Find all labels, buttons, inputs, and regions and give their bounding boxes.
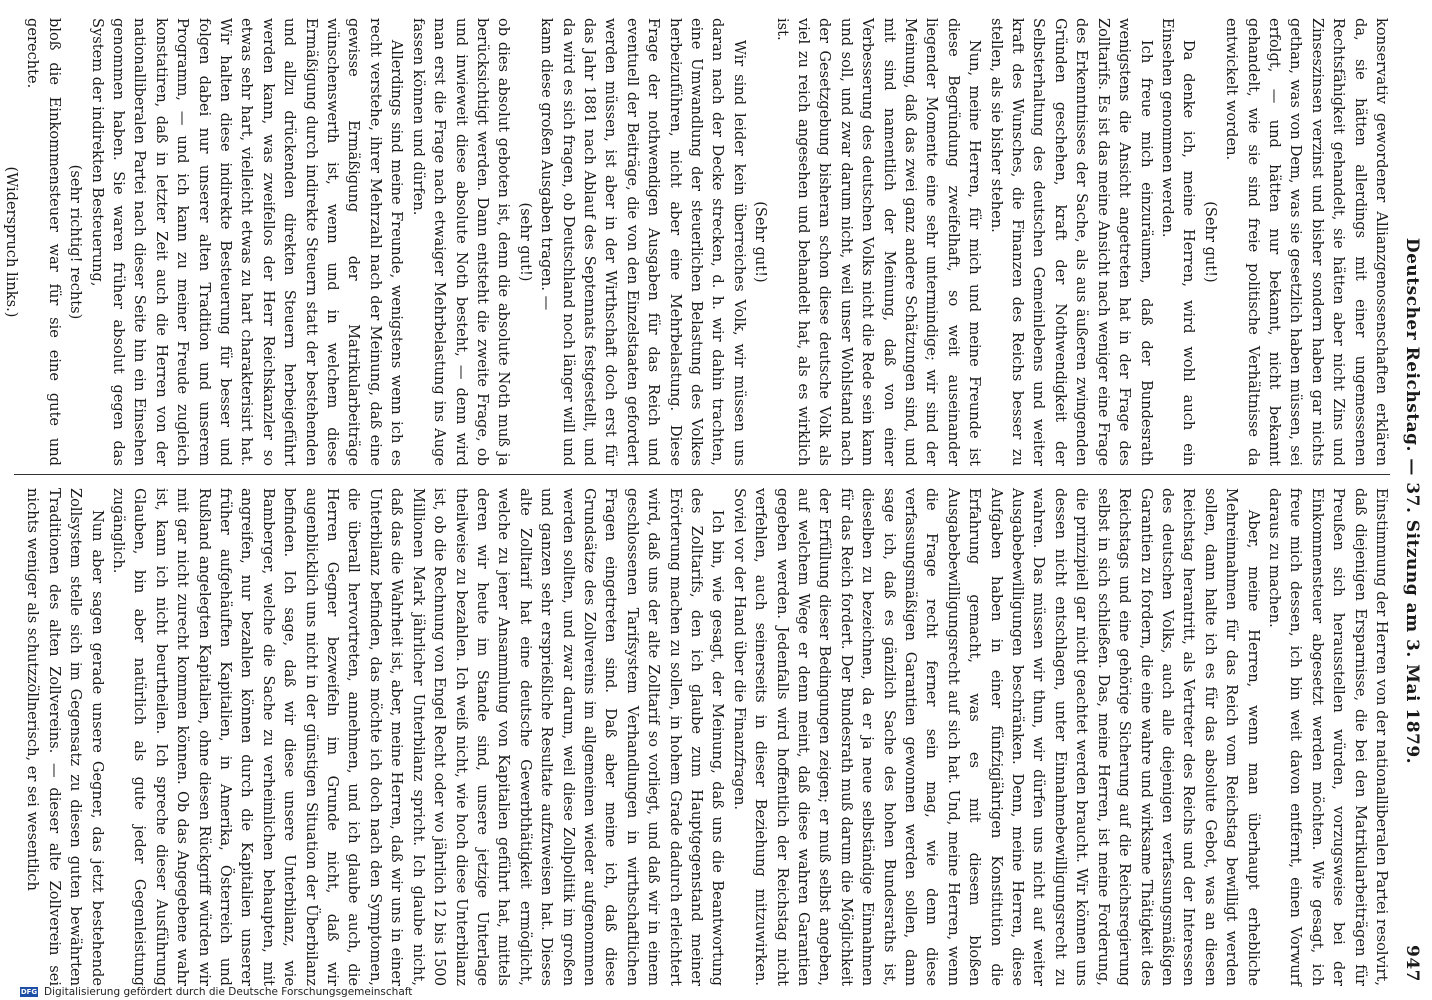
running-title: Deutscher Reichstag. — 37. Sitzung am 3. Mai 1879. [1402,237,1422,765]
dfg-logo: DFG [20,988,38,996]
left-paragraph: Allerdings sind meine Freunde, wenigstens wenn ich es recht verstehe, ihrer Mehrzahl nach der Meinung, daß eine gewisse Ermäßigung der Matrikularbeiträge wünschenswerth ist, wenn und in welchem diese Ermäßigung durch indirekte Steuern statt der bestehenden und allzu drückenden direkten Steuern herbeigeführt werden kann, was zweifellos der Herr Reichskanzler so etwas sehr hart, vielleicht etwas zu hart charakterisirt hat. Wir halten diese indirekte Besteuerung für besser und folgen dabei nur unserer alten Tradition und unserem Programm, — und ich kann zu meiner Freude zugleich konstatiren, daß in letzter Zeit auch die Herren von der nationalliberalen Partei nach dieser Seite hin ein Einsehen genommen haben. Sie waren früher absolut gegen das System der indirekten Besteuerung, [88,18,406,466]
right-paragraph: Ich bin, wie gesagt, der Meinung, daß uns die Beantwortung des Zolltarifs, den ich glaube zum Hauptgegenstand meiner Erörterung machen zu sollen, in hohem Grade dadurch erleichtert wird, daß uns der alte Zolltarif so vorliegt, und daß wir in einem geschlossenen Tarifsystem Verhandlungen in wirthschaftlichen Fragen eingetreten sind. Daß aber meine ich, daß diese Grundsätze des Zollvereins im allgemeinen wieder aufgenommen werden sollten, und zwar darum, weil diese Zollpolitik im großen und ganzen sehr ersprießliche Resultate aufzuweisen hat. Dieses alte Zolltarif hat eine deutsche Gewerbthätigkeit ermöglicht, welche zu jener Ansammlung von Kapitalien geführt hat, mittels deren wir heute im Stande sind, unsere jetzige Unterlage theilweise zu bezahlen. Ich weiß nicht, wie hoch diese Unterbilanz ist, ob die Rechnung von Engel Recht oder wo jährlich 12 bis 1500 Millionen Mark jährlicher Unterbilanz spricht. Ich glaube nicht, daß das die Wahrheit ist, aber, meine Herren, daß wir uns in einer Unterbilanz befinden, das möchte ich doch nach den Symptomen, die überall hervortreten, annehmen, und ich glaube auch, die Herren Gegner bezweifeln im Grunde nicht, daß wir augenblicklich uns nicht in der günstigen Situation der Überbilanz befinden. Ich sage, daß wir diese unsere Unterbilanz, wie Bamberger, welche die Sache zu verheimlichen behaupten, mit angreifen, nur bezahlen können durch die Kapitalien unserer früher aufgehäuften Kapitalien, in Amerika, Österreich und Rußland angelegten Kapitalien, ohne diesen Rückgriff würden wir mit gar nicht zurecht kommen können. Ob das Angegebene wahr ist, kann ich nicht beurtheilen. Ich spreche dieser Ausführung Glauben, bin aber natürlich als gute jeder Gegenleistung zugänglich. [110,488,727,986]
right-paragraph: Einstimmung der Herren von der nationalliberalen Partei resolvirt, daß diejenigen Ersparnisse, die bei den Matrikularbeiträgen für Preußen sich herausstellen würden, vorzugsweise bei der Einkommensteuer abgesetzt werden möchten. Wie gesagt, ich freue mich dessen, ich bin weit davon entfernt, einen Vorwurf daraus zu machen. [1265,488,1390,986]
page-number: 947 [1402,945,1422,982]
left-paragraph: bloß die Einkommensteuer war für sie eine gute und gerechte. [24,18,63,466]
left-paragraph: Wir sind leider kein überreiches Volk, wir müssen uns daran nach der Decke strecken, d. h. wir dahin trachten, eine Umwandlung der steuerlichen Belastung des Volkes herbeizuführen, nicht aber eine Mehrbelastung. Diese Frage der nothwendigen Ausgaben für das Reich und eventuell der Beiträge, die von den Einzelstaaten gefordert werden müssen, ist aber in der Wirthschaft doch erst für das Jahr 1881 nach Ablauf des Septennats festgestellt, und da wird es sich fragen, ob Deutschland noch länger will und kann diese großen Ausgaben tragen. — [538,18,748,466]
right-column [14,488,1392,986]
left-interjection: (sehr gut!) [516,202,534,282]
footer-credit [20,986,412,998]
left-paragraph: Nun, meine Herren, für mich und meine Freunde ist diese Begründung zweifelhaft, so weit auseinander liegender Momente eine sehr untermindige; wir sind der Meinung, daß das zwei ganz andere Schätzungen sind, und mit sind namentlich der Meinung, daß von einer Verbesserung des deutschen Volks nicht die Rede sein kann und soll, und zwar darum nicht, weil unser Wohlstand nach der Gesetzgebung bisheran schon diese deutsche Volk als viel zu reich angesehen und behandelt hat, als es wirklich ist. [773,18,984,466]
column-divider [14,474,1390,475]
left-paragraph: ob dies absolut geboten ist, denn die absolute Noth muß ja berücksichtigt werden. Dann entsteht die zweite Frage, ob und inwieweit diese absolute Noth besteht, — denn wird man erst die Frage nach etwaiger Mehrbelastung ins Auge fassen können und dürfen. [409,18,513,466]
left-paragraph [0,18,1,466]
left-column [3,18,1392,466]
left-interjection: (sehr richtig! rechts) [67,164,85,320]
left-paragraph: Ich freue mich einzuräumen, daß der Bundesrath wenigstens die Ansicht angetreten hat in der Frage des Zolltarifs. Es ist das meine Ansicht nach weniger eine Frage des Erkenntnisses der Sache, als aus äußeren zwingenden Gründen geschehen, kraft der Nothwendigkeit der Selbsterhaltung des deutschen Gemeinlebens und weiter kraft des Wunsches, die Finanzen des Reichs besser zu stellen, als sie bisher stehen. [987,18,1155,466]
left-paragraph: Da denke ich, meine Herren, wird wohl auch ein Einsehen genommen werden. [1158,18,1198,466]
left-interjection: (Sehr gut!) [752,201,770,283]
credit-text: Digitalisierung gefördert durch die Deutsche Forschungsgemeinschaft [44,986,413,998]
right-paragraph: Aber, meine Herren, wenn man überhaupt erhebliche Mehreinnahmen für das Reich vom Reichstag bewilligt werden sollen, dann halte ich es für das absolute Gebot, was an diesen Reichstag herantritt, als Vertreter des Reichs und der Interessen des deutschen Volks, auch alle diejenigen verfassungsmäßigen Garantien zu fordern, die eine wahre und wirksame Thätigkeit des Reichstags und eine gehörige Sicherung auf die Reichsregierung selbst in sich schließen. Das, meine Herren, ist meine Forderung, die prinzipiell gar nicht geachtet werden braucht. Wir können uns dessen nicht entschlagen, unter Einnahmebewilligungsrecht zu wahren. Das müssen wir thun, wir dürfen uns nicht auf weiter Ausgabebewilligungen beschränken. Denn, meine Herren, diese Aufgaben haben in einer fünfzigjährigen Konstitution die Erfahrung gemacht, was es mit diesem bloßen Ausgabebewilligungsrecht auf sich hat. Und, meine Herren, wenn die Frage recht ferner sein mag, wie denn diese verfassungsmäßigen Garantien gewonnen werden sollen, dann sage ich, daß es gänzlich Sache des hohen Bundesraths ist, dieselben zu bezeichnen, da er ja neue selbständige Einnahmen für das Reich fordert. Der Bundesrath muß darum die Möglichkeit der Erfüllung dieser Bedingungen zeigen; er muß selbst angeben, auf welchem Wege er denn meint, daß diese wahren Garantien gegeben werden. Jedenfalls wird hoffentlich der Reichstag nicht verfehlen, auch seinerseits in dieser Beziehung mitzuwirken. Soviel vor der Hand über die Finanzfragen. [730,488,1262,986]
page-header [1398,20,1424,982]
left-interjection: (Widerspruch links.) [3,166,20,318]
left-interjection: (Sehr gut!) [1201,201,1219,283]
left-paragraph: konservativ gewordener Allianzgenossenschaften erklären da, sie hätten allerdings mit einer ungemessenen Rechtsfähigkeit gehandelt, sie hätten aber nicht Zins und Zinseszinsen verzinst und bisher sondern haben gar nichts gethan, was von Dem, was sie gesetzlich haben müssen, sei erfolgt, — und hätten nur bekannt, nicht bekannt gehandelt, wie sie sind freie politische Verhältnisse da entwickelt worden. [1223,18,1390,466]
right-paragraph: Nun aber sagen gerade unsere Gegner, das jetzt bestehende Zollsystem stelle sich im Gegensatz zu diesen guten bewährten Traditionen des alten Zollvereins. — dieser alte Zollverein sei nichts weniger als schutzzöllnerisch, er sei wesentlich [24,488,106,986]
